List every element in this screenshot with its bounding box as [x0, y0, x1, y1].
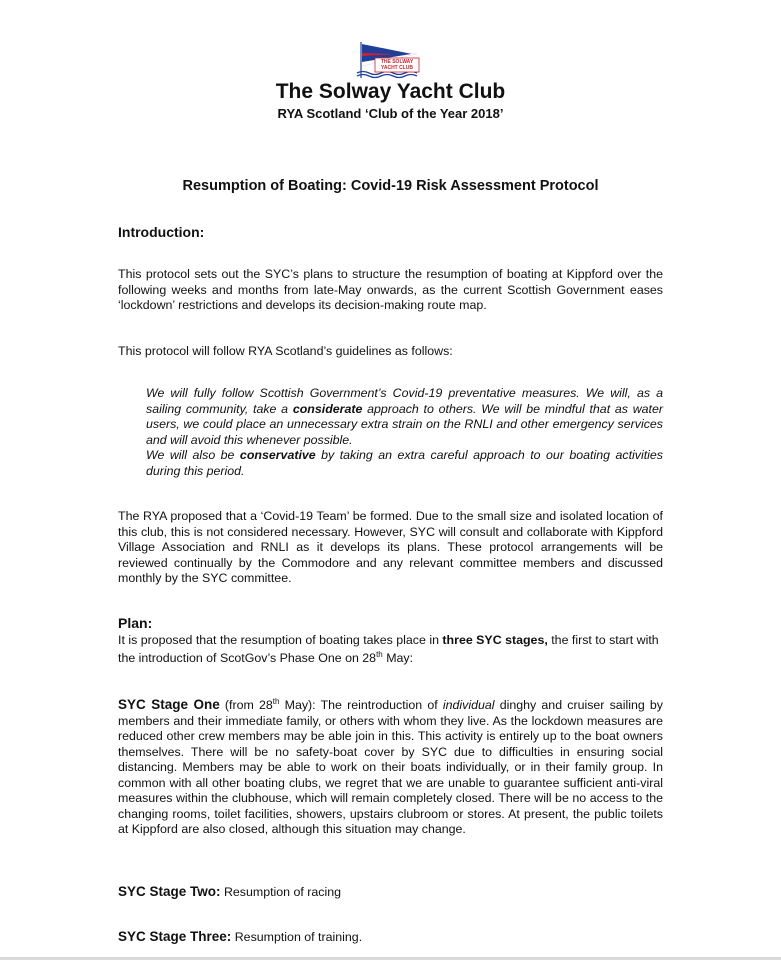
stage-two-label: SYC Stage Two: — [118, 884, 221, 899]
stage-one-paragraph: SYC Stage One (from 28th May): The reintroduction of individual dinghy and cruiser sailing by members and their immediate family, or others with whom they live. As the lockdown measures are reduced other crew members may be able join in this. This activity is entirely up to the boat owners themselves. There will be no safety-boat cover by SYC due to difficulties in ensuring social distancing. Members may be able to work on their boats individually, or in their family group. In common with all other boating clubs, we regret that we are unable to guarantee sufficient anti-viral measures within the clubhouse, which will remain completely closed. There will be no access to the changing rooms, toilet facilities, showers, upstairs clubroom or stores. At present, the public toilets at Kippford are also closed, although this situation may change. — [118, 696, 664, 836]
quote-paragraph-considerate: We will fully follow Scottish Government’s Covid-19 preventative measures. We will, as a sailing community, take a considerate approach to others. We will be mindful that as water users, we could place an unnecessary extra strain on the RNLI and other emergency services and will avoid this whenever possible. — [146, 386, 664, 447]
quote-paragraph-conservative: We will also be conservative by taking an extra careful approach to our boating activities during this period. — [146, 448, 663, 478]
rya-guidelines-quote — [146, 386, 663, 479]
logo-text-line2: YACHT CLUB — [380, 65, 414, 71]
guidelines-intro-paragraph: This protocol will follow RYA Scotland’s guidelines as follows: — [118, 344, 453, 358]
considerate-emphasis: considerate — [292, 401, 363, 416]
intro-paragraph: This protocol sets out the SYC’s plans to structure the resumption of boating at Kippford over the following weeks and months from late-May onwards, as the current Scottish Government eases ‘lockdown’ restrictions and develops its decision-making route map. — [118, 267, 663, 312]
three-stages-emphasis: three SYC stages, — [442, 633, 548, 647]
stage-one-label: SYC Stage One — [118, 697, 220, 712]
burgee-flag-logo — [355, 40, 425, 80]
document-title: Resumption of Boating: Covid-19 Risk Assessment Protocol — [182, 178, 599, 194]
stage-three-paragraph: SYC Stage Three: Resumption of training. — [118, 929, 363, 944]
plan-heading: Plan: — [118, 615, 153, 631]
stage-two-paragraph: SYC Stage Two: Resumption of racing — [118, 884, 342, 899]
introduction-heading: Introduction: — [118, 224, 205, 240]
club-name: The Solway Yacht Club — [275, 80, 506, 103]
individual-emphasis: individual — [442, 698, 495, 712]
plan-paragraph: It is proposed that the resumption of boating takes place in three SYC stages, the first to start with the introduction of ScotGov’s Phase One on 28th May: — [118, 633, 659, 665]
logo-text-line1: THE SOLWAY — [380, 59, 414, 65]
club-subtitle: RYA Scotland ‘Club of the Year 2018’ — [277, 106, 504, 121]
conservative-emphasis: conservative — [239, 448, 316, 462]
stage-three-label: SYC Stage Three: — [118, 929, 232, 944]
covid-team-paragraph: The RYA proposed that a ‘Covid-19 Team’ be formed. Due to the small size and isolated location of this club, this is not considered necessary. However, SYC will consult and collaborate with Kippford Village Association and RNLI as it develops its plans. These protocol arrangements will be reviewed continually by the Commodore and any relevant committee members and discussed monthly by the SYC committee. — [118, 509, 663, 585]
